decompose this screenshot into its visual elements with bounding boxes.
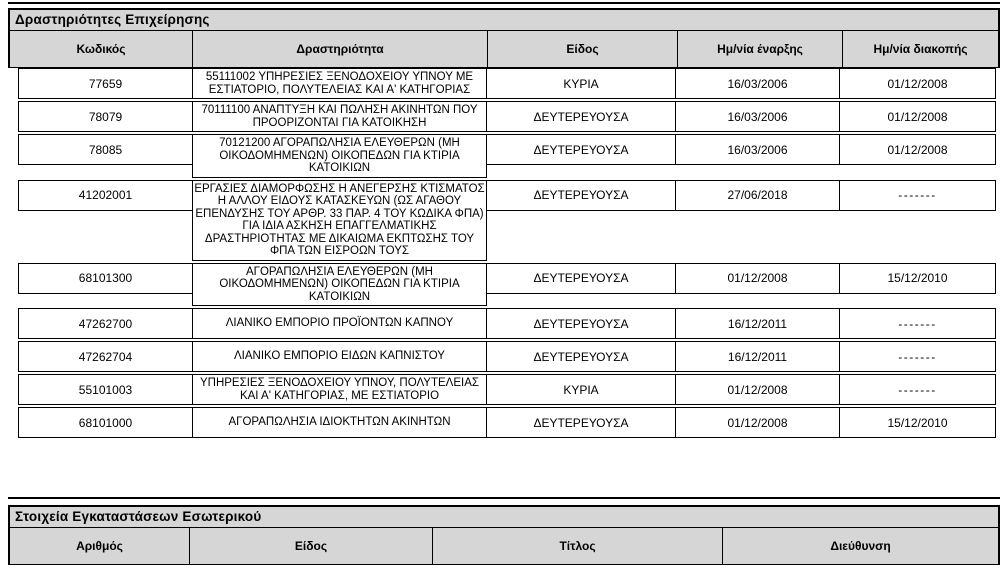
activity-row bbox=[8, 180, 1000, 261]
activity-description-cell: ΑΓΟΡΑΠΩΛΗΣΙΑ ΙΔΙΟΚΤΗΤΩΝ ΑΚΙΝΗΤΩΝ bbox=[192, 407, 487, 438]
activity-start-date-cell: 16/12/2011 bbox=[675, 308, 840, 339]
column-header-facility-kind: Είδος bbox=[190, 528, 433, 564]
column-header-number: Αριθμός bbox=[10, 528, 190, 564]
activity-start-date-cell: 01/12/2008 bbox=[675, 407, 840, 438]
column-header-end-date: Ημ/νία διακοπής bbox=[873, 42, 968, 56]
activity-description-cell: ΛΙΑΝΙΚΟ ΕΜΠΟΡΙΟ ΕΙΔΩΝ ΚΑΠΝΙΣΤΟΥ bbox=[192, 341, 487, 372]
activity-end-date-cell: ------- bbox=[839, 341, 996, 372]
activity-kind-cell: ΔΕΥΤΕΡΕΥΟΥΣΑ bbox=[486, 407, 676, 438]
column-header-address: Διεύθυνση bbox=[830, 539, 891, 553]
facilities-section-title: Στοιχεία Εγκαταστάσεων Εσωτερικού bbox=[8, 505, 1000, 528]
activity-row bbox=[8, 68, 1000, 99]
activity-kind-cell: ΔΕΥΤΕΡΕΥΟΥΣΑ bbox=[486, 101, 676, 132]
activity-row bbox=[8, 101, 1000, 132]
activity-start-date-cell: 16/03/2006 bbox=[675, 68, 840, 99]
activity-start-date-cell: 16/03/2006 bbox=[675, 101, 840, 132]
activities-header-row bbox=[8, 31, 1000, 68]
activity-description-cell: 70111100 ΑΝΑΠΤΥΞΗ ΚΑΙ ΠΩΛΗΣΗ ΑΚΙΝΗΤΩΝ ΠΟΥ ΠΡΟΟΡΙΖΟΝΤΑΙ ΓΙΑ ΚΑΤΟΙΚΗΣΗ bbox=[192, 101, 487, 132]
activity-kind-cell: ΚΥΡΙΑ bbox=[486, 374, 676, 405]
activity-code-cell: 41202001 bbox=[18, 180, 193, 211]
page-top-divider bbox=[8, 2, 1000, 4]
activities-section bbox=[8, 8, 1000, 440]
activity-end-date-cell: ------- bbox=[839, 180, 996, 211]
activity-end-date-cell: 01/12/2008 bbox=[839, 101, 996, 132]
activity-start-date-cell: 01/12/2008 bbox=[675, 263, 840, 294]
activity-end-date-cell: ------- bbox=[839, 308, 996, 339]
activity-code-cell: 78079 bbox=[18, 101, 193, 132]
activity-row bbox=[8, 134, 1000, 178]
activities-rows bbox=[8, 68, 1000, 438]
activity-row bbox=[8, 308, 1000, 339]
activity-start-date-cell: 01/12/2008 bbox=[675, 374, 840, 405]
activity-start-date-cell: 16/03/2006 bbox=[675, 134, 840, 165]
column-header-start-date: Ημ/νία έναρξης bbox=[678, 31, 843, 67]
activity-kind-cell: ΔΕΥΤΕΡΕΥΟΥΣΑ bbox=[486, 134, 676, 165]
activity-kind-cell: ΔΕΥΤΕΡΕΥΟΥΣΑ bbox=[486, 263, 676, 294]
activity-row bbox=[8, 374, 1000, 405]
activity-description-cell: ΕΡΓΑΣΙΕΣ ΔΙΑΜΟΡΦΩΣΗΣ Η ΑΝΕΓΕΡΣΗΣ ΚΤΙΣΜΑΤΟΣ Η ΑΛΛΟΥ ΕΙΔΟΥΣ ΚΑΤΑΣΚΕΥΩΝ (ΩΣ ΑΓΑΘΟΥ ΕΠΕΝΔΥΣΗΣ ΤΟΥ ΑΡΘΡ. 33 ΠΑΡ. 4 ΤΟΥ ΚΩΔΙΚΑ ΦΠΑ) ΓΙΑ ΙΔΙΑ ΑΣΚΗΣΗ ΕΠΑΓΓΕΛΜΑΤΙΚΗΣ ΔΡΑΣΤΗΡΙΟΤΗΤΑΣ ΜΕ ΔΙΚΑΙΩΜΑ ΕΚΠΤΩΣΗΣ ΤΟΥ ΦΠΑ ΤΩΝ ΕΙΣΡΟΩΝ ΤΟΥΣ bbox=[192, 180, 487, 261]
column-header-title: Τίτλος bbox=[433, 528, 723, 564]
activity-code-cell: 68101300 bbox=[18, 263, 193, 294]
activity-code-cell: 77659 bbox=[18, 68, 193, 99]
activity-description-cell: ΥΠΗΡΕΣΙΕΣ ΞΕΝΟΔΟΧΕΙΟΥ ΥΠΝΟΥ, ΠΟΛΥΤΕΛΕΙΑΣ ΚΑΙ Α' ΚΑΤΗΓΟΡΙΑΣ, ΜΕ ΕΣΤΙΑΤΟΡΙΟ bbox=[192, 374, 487, 405]
activity-end-date-cell: 01/12/2008 bbox=[839, 68, 996, 99]
activity-code-cell: 68101000 bbox=[18, 407, 193, 438]
activity-end-date-cell: 15/12/2010 bbox=[839, 263, 996, 294]
activity-kind-cell: ΔΕΥΤΕΡΕΥΟΥΣΑ bbox=[486, 308, 676, 339]
activity-kind-cell: ΔΕΥΤΕΡΕΥΟΥΣΑ bbox=[486, 180, 676, 211]
activity-row bbox=[8, 341, 1000, 372]
activity-row bbox=[8, 407, 1000, 438]
activity-end-date-cell: 01/12/2008 bbox=[839, 134, 996, 165]
activity-row bbox=[8, 263, 1000, 307]
facilities-section bbox=[8, 505, 1000, 565]
activity-end-date-cell: ------- bbox=[839, 374, 996, 405]
section-divider bbox=[8, 497, 1000, 499]
column-header-kind: Είδος bbox=[488, 31, 678, 67]
activity-end-date-cell: 15/12/2010 bbox=[839, 407, 996, 438]
activity-description-cell: ΛΙΑΝΙΚΟ ΕΜΠΟΡΙΟ ΠΡΟΪΟΝΤΩΝ ΚΑΠΝΟΥ bbox=[192, 308, 487, 339]
activity-description-cell: 70121200 ΑΓΟΡΑΠΩΛΗΣΙΑ ΕΛΕΥΘΕΡΩΝ (ΜΗ ΟΙΚΟΔΟΜΗΜΕΝΩΝ) ΟΙΚΟΠΕΔΩΝ ΓΙΑ ΚΤΙΡΙΑ ΚΑΤΟΙΚΙΩΝ bbox=[192, 134, 487, 178]
activity-start-date-cell: 16/12/2011 bbox=[675, 341, 840, 372]
activity-start-date-cell: 27/06/2018 bbox=[675, 180, 840, 211]
activity-description-cell: ΑΓΟΡΑΠΩΛΗΣΙΑ ΕΛΕΥΘΕΡΩΝ (ΜΗ ΟΙΚΟΔΟΜΗΜΕΝΩΝ) ΟΙΚΟΠΕΔΩΝ ΓΙΑ ΚΤΙΡΙΑ ΚΑΤΟΙΚΙΩΝ bbox=[192, 263, 487, 307]
facilities-header-row bbox=[8, 528, 1000, 565]
activity-kind-cell: ΔΕΥΤΕΡΕΥΟΥΣΑ bbox=[486, 341, 676, 372]
activity-code-cell: 47262704 bbox=[18, 341, 193, 372]
activity-description-cell: 55111002 ΥΠΗΡΕΣΙΕΣ ΞΕΝΟΔΟΧΕΙΟΥ ΥΠΝΟΥ ΜΕ ΕΣΤΙΑΤΟΡΙΟ, ΠΟΛΥΤΕΛΕΙΑΣ ΚΑΙ Α' ΚΑΤΗΓΟΡΙΑΣ bbox=[192, 68, 487, 99]
column-header-activity: Δραστηριότητα bbox=[193, 31, 488, 67]
activity-kind-cell: ΚΥΡΙΑ bbox=[486, 68, 676, 99]
activities-section-title: Δραστηριότητες Επιχείρησης bbox=[8, 8, 1000, 31]
activity-code-cell: 47262700 bbox=[18, 308, 193, 339]
activity-code-cell: 55101003 bbox=[18, 374, 193, 405]
activity-code-cell: 78085 bbox=[18, 134, 193, 165]
column-header-code: Κωδικός bbox=[10, 31, 193, 67]
